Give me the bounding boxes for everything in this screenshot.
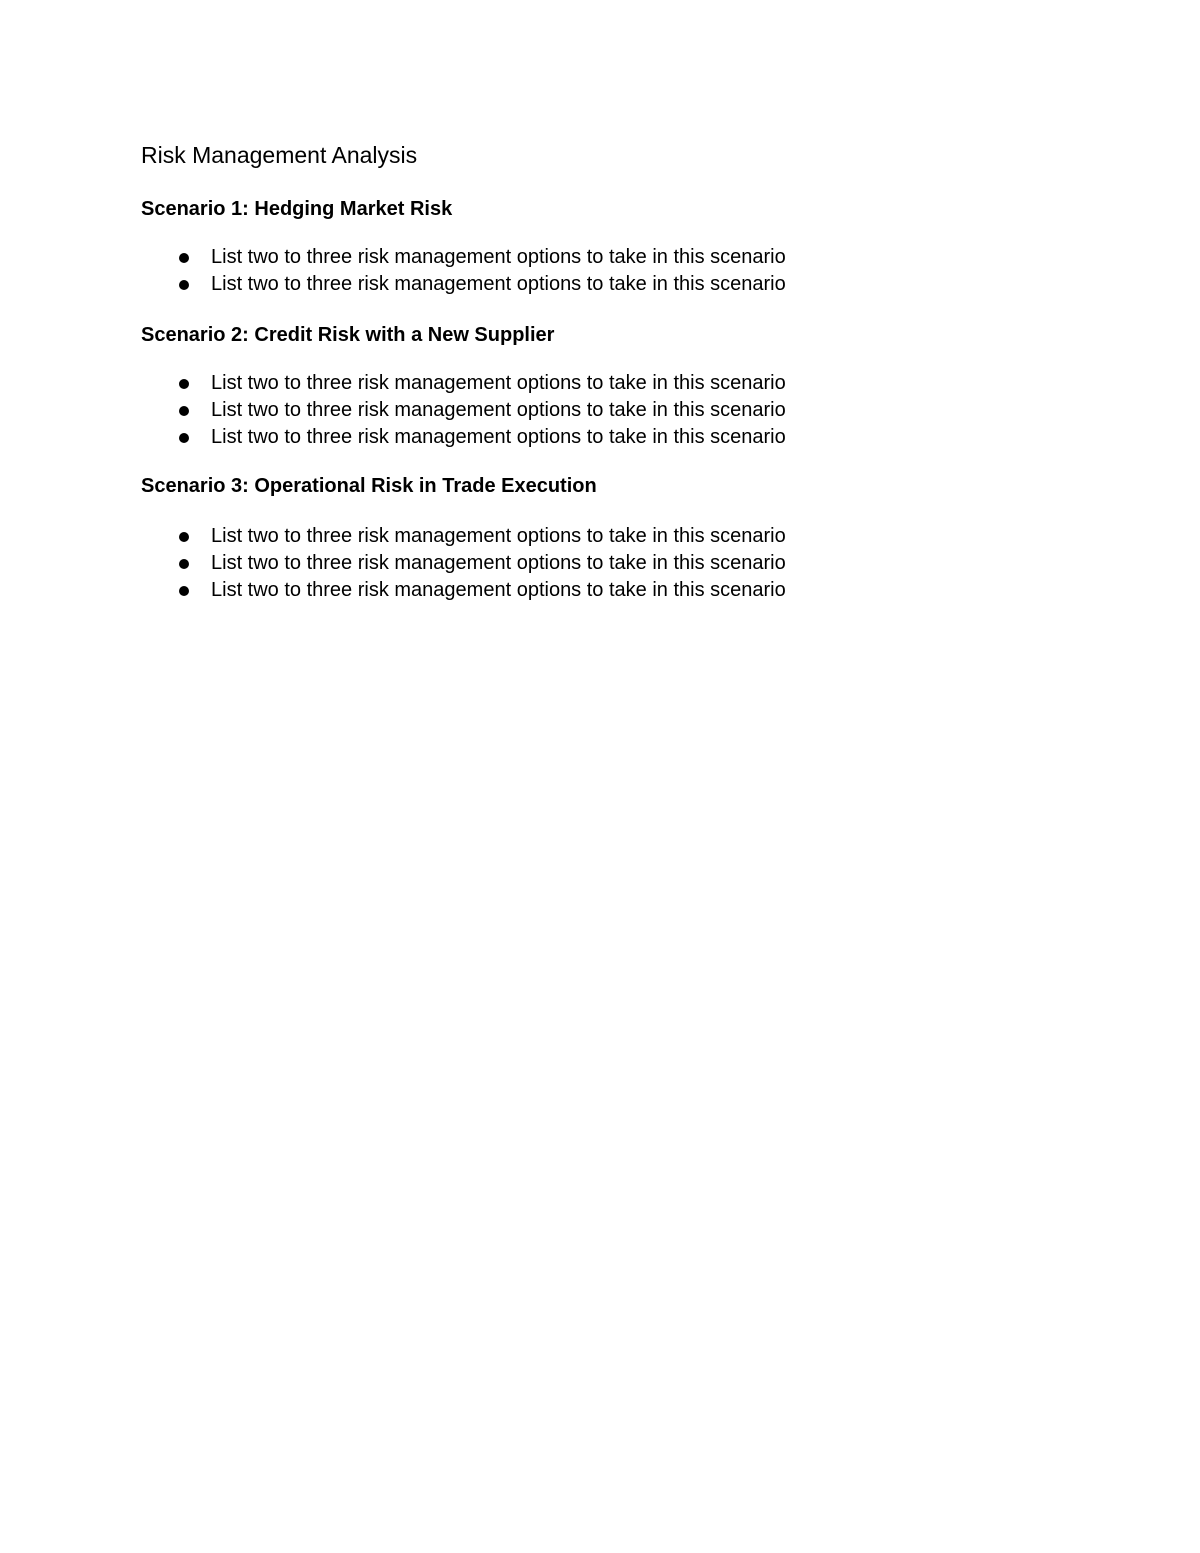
list-item-text: List two to three risk management options to take in this scenario bbox=[211, 372, 786, 394]
bullet-icon bbox=[179, 406, 189, 416]
bullet-icon bbox=[179, 379, 189, 389]
bullet-list-scenario-2 bbox=[141, 370, 1041, 451]
list-item bbox=[141, 550, 1041, 577]
list-item bbox=[141, 523, 1041, 550]
list-item-text: List two to three risk management options to take in this scenario bbox=[211, 399, 786, 421]
bullet-list-scenario-3 bbox=[141, 523, 1041, 604]
list-item bbox=[141, 397, 1041, 424]
bullet-icon bbox=[179, 433, 189, 443]
list-item-text: List two to three risk management options to take in this scenario bbox=[211, 273, 786, 295]
list-item-text: List two to three risk management options to take in this scenario bbox=[211, 426, 786, 448]
list-item bbox=[141, 370, 1041, 397]
bullet-list-scenario-1 bbox=[141, 244, 1041, 298]
section-heading-scenario-1: Scenario 1: Hedging Market Risk bbox=[141, 198, 453, 220]
bullet-icon bbox=[179, 559, 189, 569]
list-item-text: List two to three risk management options to take in this scenario bbox=[211, 579, 786, 601]
section-heading-scenario-3: Scenario 3: Operational Risk in Trade Execution bbox=[141, 475, 597, 497]
bullet-icon bbox=[179, 253, 189, 263]
list-item bbox=[141, 244, 1041, 271]
document-body bbox=[141, 138, 1041, 604]
list-item-text: List two to three risk management options to take in this scenario bbox=[211, 246, 786, 268]
bullet-icon bbox=[179, 280, 189, 290]
document-title: Risk Management Analysis bbox=[141, 142, 418, 168]
list-item-text: List two to three risk management options to take in this scenario bbox=[211, 552, 786, 574]
list-item bbox=[141, 424, 1041, 451]
section-heading-scenario-2: Scenario 2: Credit Risk with a New Supplier bbox=[141, 324, 555, 346]
list-item-text: List two to three risk management options to take in this scenario bbox=[211, 525, 786, 547]
list-item bbox=[141, 577, 1041, 604]
list-item bbox=[141, 271, 1041, 298]
bullet-icon bbox=[179, 586, 189, 596]
bullet-icon bbox=[179, 532, 189, 542]
